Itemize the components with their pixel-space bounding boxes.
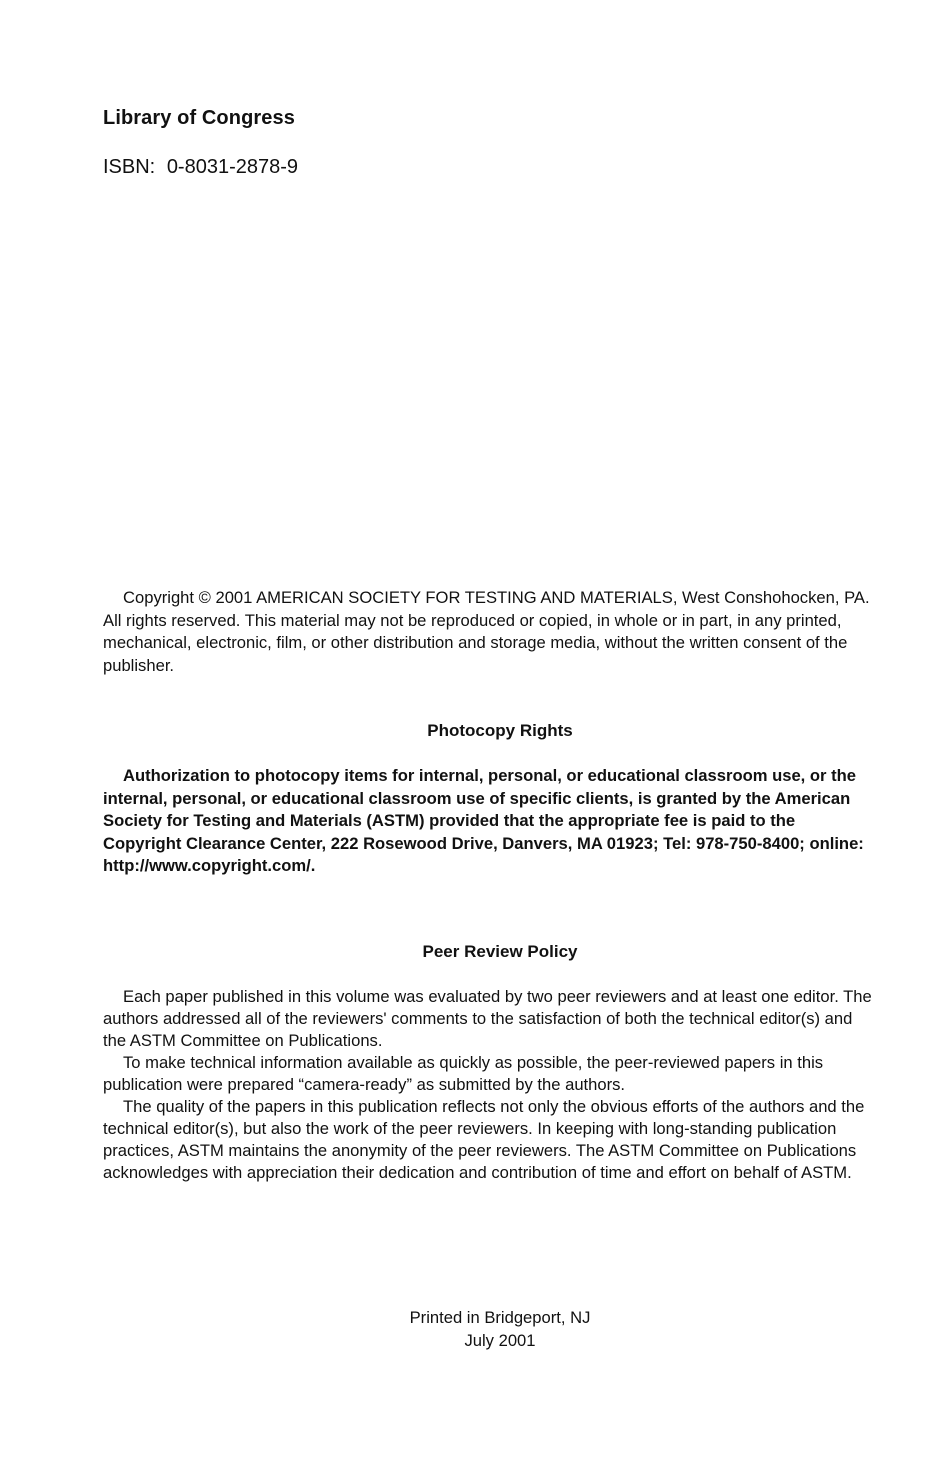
peer-review-paragraph: To make technical information available as quickly as possible, the peer-reviewed papers in this publication were prepared “camera-ready” as submitted by the authors. xyxy=(103,1053,824,1094)
printed-date: July 2001 xyxy=(464,1331,536,1350)
isbn-value: 0-8031-2878-9 xyxy=(166,156,299,178)
peer-review-paragraph: The quality of the papers in this publication reflects not only the obvious efforts of the authors and the technical editor(s), but also the work of the peer reviewers. In keeping with long-standing publication practices, ASTM maintains the anonymity of the peer reviewers. The ASTM Committee on Publications acknowledges with appreciation their dedication and contribution of time and effort on behalf of ASTM. xyxy=(103,1097,865,1182)
isbn-label: ISBN: xyxy=(103,156,156,178)
photocopy-rights-text: Authorization to photocopy items for internal, personal, or educational classroom use, or the internal, personal, or educational classroom use of specific clients, is granted by the American Society for Testing and Materials (ASTM) provided that the appropriate fee is paid to the Copyright Clearance Center, 222 Rosewood Drive, Danvers, MA 01923; Tel: 978-750-8400; online: http://www.copyright.com/. xyxy=(103,766,864,875)
printed-location: Printed in Bridgeport, NJ xyxy=(409,1308,591,1327)
copyright-notice: Copyright © 2001 AMERICAN SOCIETY FOR TESTING AND MATERIALS, West Conshohocken, PA. All rights reserved. This material may not be reproduced or copied, in whole or in part, in any printed, mechanical, electronic, film, or other distribution and storage media, without the written consent of the publisher. xyxy=(103,588,870,675)
photocopy-rights-heading: Photocopy Rights xyxy=(427,721,573,740)
peer-review-policy-body xyxy=(103,986,877,1184)
library-of-congress-heading: Library of Congress xyxy=(103,107,295,129)
peer-review-paragraph: Each paper published in this volume was evaluated by two peer reviewers and at least one editor. The authors addressed all of the reviewers' comments to the satisfaction of both the technical editor(s) and the ASTM Committee on Publications. xyxy=(103,987,872,1050)
isbn-line xyxy=(103,156,298,179)
peer-review-policy-heading: Peer Review Policy xyxy=(422,942,578,961)
